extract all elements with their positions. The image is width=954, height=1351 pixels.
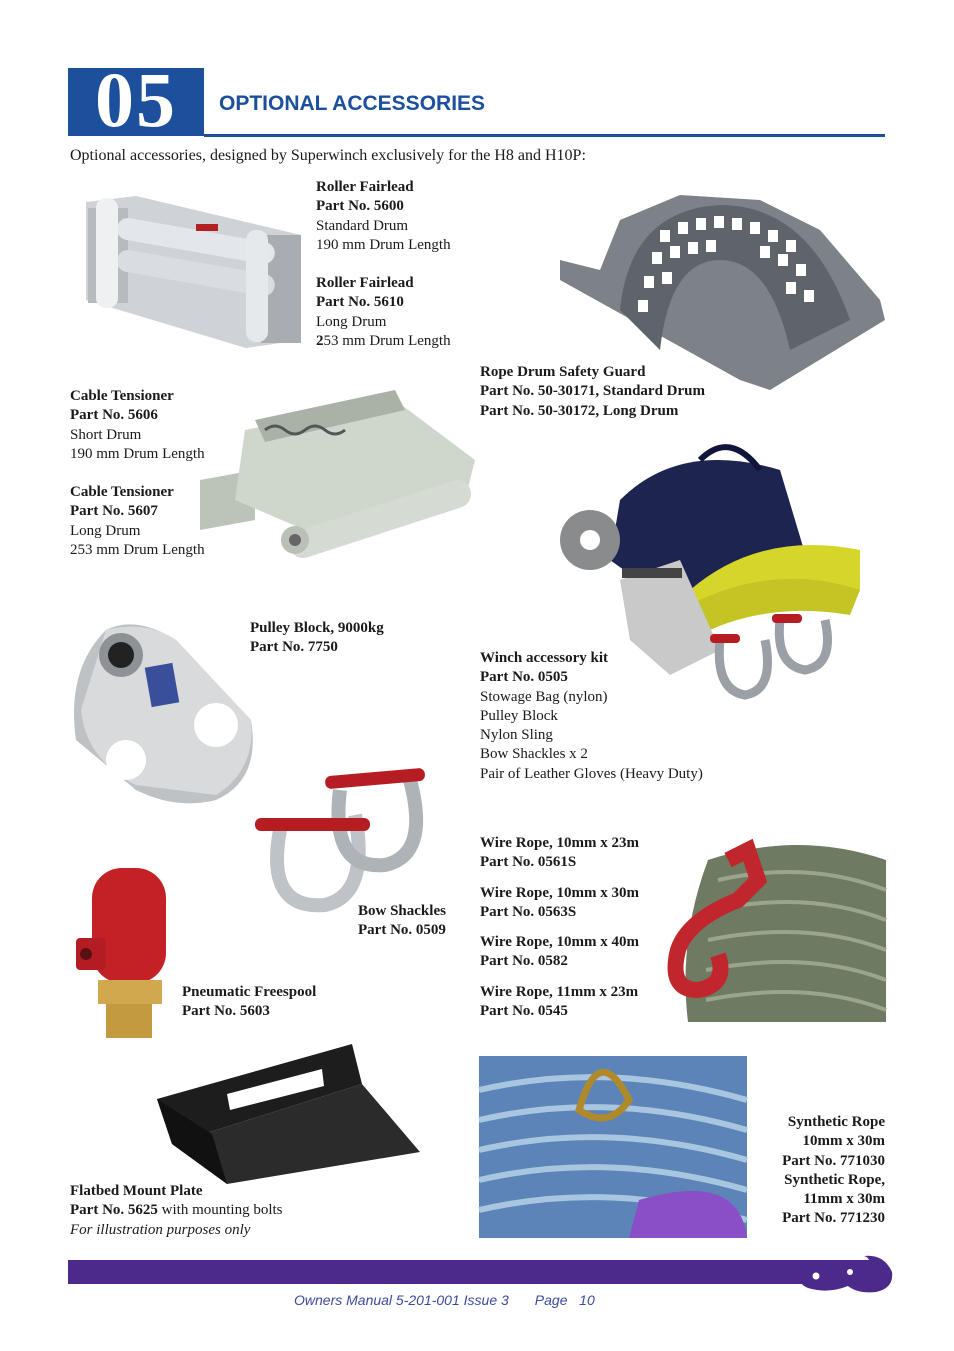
cable-tensioner-text [70,387,205,560]
item-detail: Long Drum [316,313,387,330]
kit-content: Pair of Leather Gloves (Heavy Duty) [480,765,703,782]
synthetic-line: Synthetic Rope [787,1114,885,1130]
page-label: Page [534,1292,568,1308]
part-number: Part No. 5603 [182,1003,270,1020]
pulley-block-text [250,619,384,658]
chapter-number: 05 [95,56,177,143]
item-name: Pulley Block, 9000kg [250,620,384,636]
part-number: Part No. 0563S [480,903,577,920]
synthetic-line: Part No. 771230 [782,1210,885,1227]
item-name: Flatbed Mount Plate [70,1183,203,1199]
roller-fairlead-image [76,190,304,350]
wire-rope-image [648,840,886,1022]
part-number: Part No. 0509 [358,922,446,939]
header-rule [204,134,885,137]
item-name: Roller Fairlead [316,275,414,292]
part-number: Part No. 0582 [480,953,568,970]
part-number: Part No. 5610 [316,294,404,311]
illustration-note: For illustration purposes only [70,1221,251,1238]
item-detail: 53 mm Drum Length [323,333,451,350]
part-number: Part No. 7750 [250,639,338,656]
footer-bar [68,1260,878,1284]
footer-ornament-icon [798,1254,894,1294]
kit-content: Bow Shackles x 2 [480,746,588,763]
item-name: Rope Drum Safety Guard [480,364,646,380]
synthetic-line: 10mm x 30m [802,1133,885,1150]
safety-guard-image [560,190,890,390]
item-name: Wire Rope, 10mm x 40m [480,934,640,951]
safety-guard-text [480,363,705,421]
kit-content: Stowage Bag (nylon) [480,688,608,705]
item-detail: 253 mm Drum Length [70,542,205,559]
roller-fairlead-text [316,178,451,351]
synthetic-line: 11mm x 30m [803,1191,885,1208]
item-name: Pneumatic Freespool [182,984,317,1000]
page-title: OPTIONAL ACCESSORIES [219,92,486,115]
item-detail: with mounting bolts [157,1202,283,1219]
part-number: Part No. 50-30172, Long Drum [480,402,679,419]
item-detail: Long Drum [70,522,141,539]
synthetic-rope-image [479,1050,747,1238]
item-name: Cable Tensioner [70,484,174,501]
part-number: Part No. 0505 [480,669,568,686]
synthetic-line: Part No. 771030 [782,1152,885,1169]
part-number: Part No. 5625 [70,1202,158,1219]
freespool-text [182,983,316,1022]
footer-text [294,1292,595,1308]
cable-tensioner-image [195,380,495,565]
item-detail-bold: 2 [316,333,324,350]
kit-content: Nylon Sling [480,727,553,744]
page-number: 10 [579,1292,595,1308]
part-number: Part No. 0545 [480,1003,568,1020]
kit-content: Pulley Block [480,707,558,724]
wire-rope-text [480,834,639,1021]
item-name: Winch accessory kit [480,650,609,666]
item-name: Cable Tensioner [70,388,174,404]
bow-shackles-image [250,760,425,915]
part-number: Part No. 5600 [316,198,404,215]
item-detail: Standard Drum [316,217,409,234]
part-number: Part No. 5606 [70,407,158,424]
part-number: Part No. 0561S [480,854,577,871]
item-detail: Short Drum [70,426,142,443]
intro-text: Optional accessories, designed by Superwinch exclusively for the H8 and H10P: [70,147,586,164]
bow-shackles-text [358,902,446,941]
item-name: Roller Fairlead [316,179,414,195]
synthetic-rope-text [740,1113,885,1229]
flatbed-plate-text [70,1182,283,1240]
item-detail: 190 mm Drum Length [316,236,451,253]
item-name: Bow Shackles [358,903,446,919]
item-name: Wire Rope, 10mm x 30m [480,884,640,901]
item-name: Wire Rope, 11mm x 23m [480,983,639,1000]
part-number: Part No. 50-30171, Standard Drum [480,383,705,400]
item-detail: 190 mm Drum Length [70,445,205,462]
item-name: Wire Rope, 10mm x 23m [480,835,640,851]
flatbed-plate-image [152,1044,422,1184]
part-number: Part No. 5607 [70,503,158,520]
pulley-block-image [66,620,261,810]
synthetic-line: Synthetic Rope, [784,1171,885,1188]
manual-reference: Owners Manual 5-201-001 Issue 3 [294,1292,509,1308]
accessory-kit-text [480,649,703,784]
freespool-image [72,868,172,1040]
